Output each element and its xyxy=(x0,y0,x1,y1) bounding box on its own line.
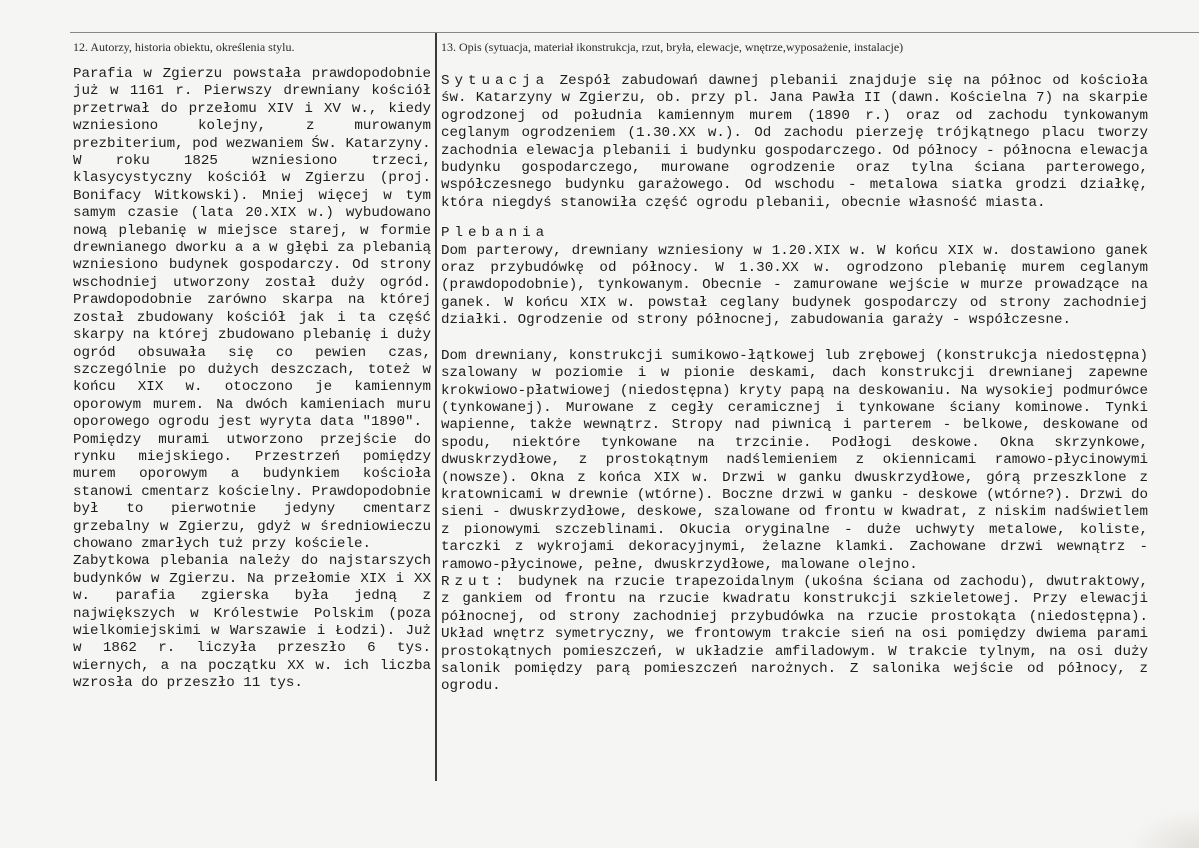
history-paragraph: Parafia w Zgierzu powstała prawdopodobnie już w 1161 r. Pierwszy drewniany kościół przetrwał do przełomu XIV i XV w., kiedy wzniesiono kolejny, z murowanym prezbiterium, pod wezwaniem Św. Katarzyny. xyxy=(73,66,431,152)
spacer xyxy=(441,330,1148,348)
header-rule xyxy=(70,32,1199,33)
description-column xyxy=(441,73,1148,696)
plan-paragraph xyxy=(441,574,1148,696)
history-paragraph: W roku 1825 wzniesiono trzeci, klasycystyczny kościół w Zgierzu (proj. Bonifacy Witkowski). Mniej więcej w tym samym czasie (lata 20.XIX w.) wybudowano nową plebanię w miejsce starej, w formie drewnianego dworku a a w głębi za plebanią wzniesiono budynek gospodarczy. Od strony wschodniej utworzony został duży ogród. Prawdopodobnie zarówno skarpa na której został zbudowany kościół jak i ta część skarpy na której zbudowano plebanię i duży ogród obsuwała się co pewien czas, szczególnie po dużych deszczach, toteż w końcu XIX w. otoczono je kamiennym oporowym murem. Na dwóch kamieniach muru oporowego ogrodu jest wyryta data "1890". xyxy=(73,153,431,431)
plebania-paragraph: Dom parterowy, drewniany wzniesiony w 1.20.XIX w. W końcu XIX w. dostawiono ganek oraz przybudówkę od północy. W 1.30.XX w. ogrodzono plebanię murem ceglanym (prawdopodobnie), tynkowanym. Obecnie - zamurowane wejście w murze prowadzące na ganek. W końcu XIX w. powstał ceglany budynek gospodarczy od strony zachodniej działki. Ogrodzenie od strony północnej, zabudowania garaży - współczesne. xyxy=(441,242,1148,329)
paper-stain xyxy=(1129,808,1199,848)
history-paragraph: Zabytkowa plebania należy do najstarszych budynków w Zgierzu. Na przełomie XIX i XX w. parafia zgierska była jedną z największych w Królestwie Polskim (poza wielkomiejskimi w Warszawie i Łodzi). Już w 1862 r. liczyła przeszło 6 tys. wiernych, a na początku XX w. ich liczba wzrosła do przeszło 11 tys. xyxy=(73,553,431,692)
situation-text: Zespół zabudowań dawnej plebanii znajduje się na północ od kościoła św. Katarzyny w Zgierzu, ob. przy pl. Jana Pawła II (dawn. Kościelna 7) na skarpie ogrodzonej od południa kamiennym murem (1890 r.) oraz od zachodu tynkowanym ceglanym ogrodzeniem (1.30.XX w.). Od zachodu pierzeję trójkątnego placu tworzy zachodnia elewacja plebanii i budynku gospodarczego. Od północy - północna elewacja budynku gospodarczego, murowane ogrodzenie oraz tylna ściana parterowego, współczesnego budynku garażowego. Od wschodu - metalowa siatka grodzi działkę, która niegdyś stanowiła część ogrodu plebanii, obecnie własność miasta. xyxy=(441,73,1149,211)
situation-paragraph xyxy=(441,73,1148,212)
plebania-label: Plebania xyxy=(441,225,550,242)
plan-text: budynek na rzucie trapezoidalnym (ukośna ściana od zachodu), dwutraktowy, z gankiem od frontu na rzucie kwadratu konstrukcji szkieletowej. Przy elewacji północnej, od strony zachodniej przybudówka na rzucie prostokąta (niedostępna). Układ wnętrz symetryczny, we frontowym trakcie sień na osi pomiędzy dwiema parami prostokątnych pomieszczeń, w układzie amfiladowym. W trakcie tylnym, na osi duży salonik pomiędzy parą pomieszczeń narożnych. Z salonika wejście od północy, z ogrodu. xyxy=(441,573,1149,695)
history-paragraph: Pomiędzy murami utworzono przejście do rynku miejskiego. Przestrzeń pomiędzy murem oporowym a budynkiem kościoła stanowi cmentarz kościelny. Prawdopodobnie był to pierwotnie jedyny cmentarz grzebalny w Zgierzu, gdyż w średniowieczu chowano zmarłych tuż przy kościele. xyxy=(73,431,431,552)
section-heading-history: 12. Autorzy, historia obiektu, określenia stylu. xyxy=(73,40,295,54)
column-divider xyxy=(435,33,437,781)
situation-label: Sytuacja xyxy=(441,73,550,89)
spacer xyxy=(441,212,1148,225)
history-column xyxy=(73,66,431,693)
section-heading-description: 13. Opis (sytuacja, materiał ikonstrukcja, rzut, bryła, elewacje, wnętrze,wyposażenie, instalacje) xyxy=(441,40,904,54)
construction-paragraph: Dom drewniany, konstrukcji sumikowo-łątkowej lub zrębowej (konstrukcja niedostępna) szalowany w poziomie i w pionie deskami, dach konstrukcji drewnianej zapewne krokwiowo-płatwiowej (niedostępna) kryty papą na deskowaniu. Na wysokiej podmurówce (tynkowanej). Murowane z cegły ceramicznej i tynkowane ściany kominowe. Tynki wapienne, także wewnątrz. Stropy nad piwnicą i parterem - belkowe, deskowane od spodu, niektóre tynkowane na trzcinie. Podłogi deskowe. Okna skrzynkowe, dwuskrzydłowe, z prostokątnym nadślemieniem z okiennicami ramowo-płycinowymi (nowsze). Okna z końca XIX w. Drzwi w ganku dwuskrzydłowe, górą przeszklone z kratownicami w drewnie (wtórne). Boczne drzwi w ganku - deskowe (wtórne?). Drzwi do sieni - dwuskrzydłowe, deskowe, szalowane od frontu w kwadrat, z niskim nadświetlem z pionowymi szczeblinami. Okucia oryginalne - duże uchwyty metalowe, koliste, tarczki z wykrojami dekoracyjnymi, żelazne klamki. Zachowane drzwi wewnątrz - ramowo-płycinowe, pełne, dwuskrzydłowe, malowane olejno. xyxy=(441,347,1148,573)
plan-label: Rzut: xyxy=(441,573,509,590)
plebania-label-line xyxy=(441,225,1148,242)
